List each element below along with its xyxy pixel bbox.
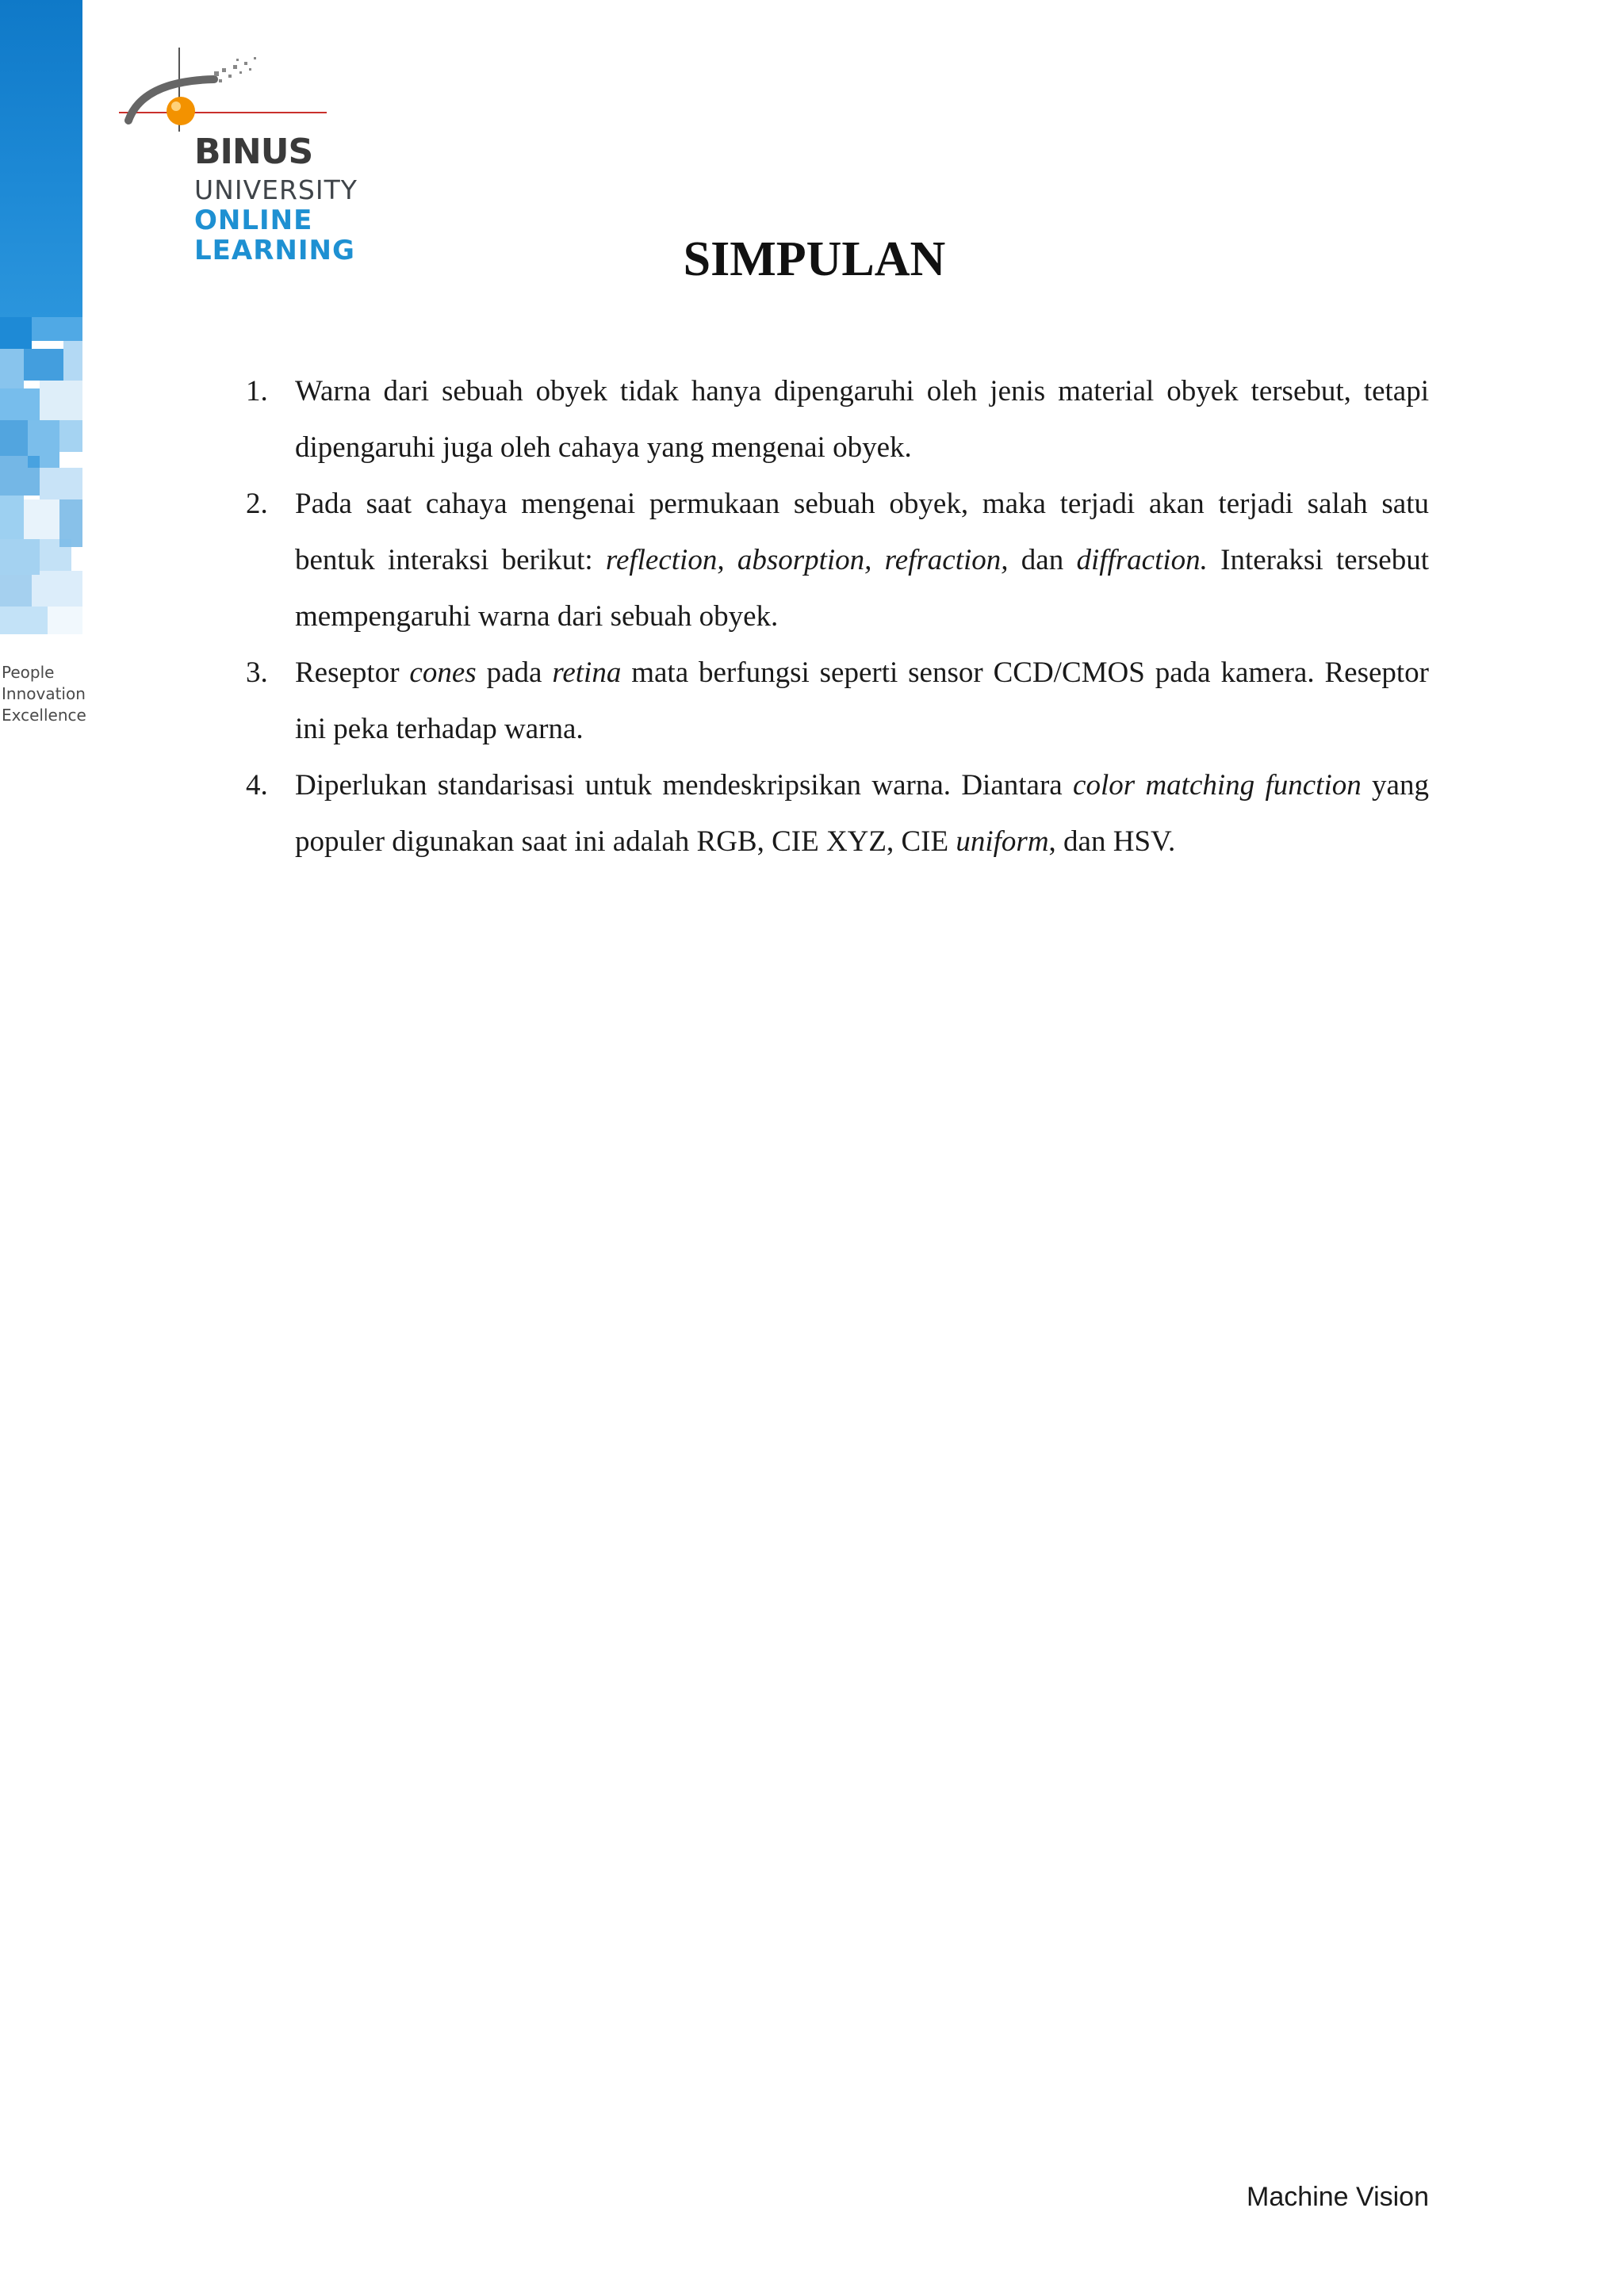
list-item-text: pada	[476, 656, 553, 689]
italic-term: retina	[552, 656, 622, 689]
italic-term: diffraction.	[1076, 544, 1208, 576]
conclusion-list-container	[238, 363, 1429, 870]
logo-binus: BINUS	[194, 132, 313, 172]
tagline-excellence: Excellence	[2, 706, 86, 725]
list-item-text: Pada saat cahaya mengenai permukaan sebuah obyek, maka terjadi akan terjadi salah satu bentuk interaksi berikut:	[295, 488, 1429, 576]
list-item	[238, 645, 1429, 757]
list-item-number: 2.	[246, 488, 268, 520]
binus-logo-mark	[119, 48, 357, 135]
list-item-text: dan	[1008, 544, 1077, 576]
list-item-number: 1.	[246, 375, 268, 408]
list-item	[238, 476, 1429, 645]
list-item-number: 4.	[246, 769, 268, 802]
list-item-text: Warna dari sebuah obyek tidak hanya dipengaruhi oleh jenis material obyek tersebut, tetapi dipengaruhi juga oleh cahaya yang mengenai obyek.	[295, 375, 1429, 464]
list-item-text: yang populer digunakan saat ini adalah RGB, CIE XYZ, CIE	[295, 769, 1429, 858]
list-item-text: Reseptor	[295, 656, 410, 689]
italic-term: reflection, absorption, refraction,	[605, 544, 1009, 576]
tagline-innovation: Innovation	[2, 684, 86, 703]
italic-term: uniform	[956, 825, 1049, 858]
italic-term: color matching function	[1073, 769, 1362, 802]
conclusion-list	[238, 363, 1429, 870]
logo-online: ONLINE	[194, 205, 313, 236]
list-item	[238, 363, 1429, 476]
tagline	[2, 662, 105, 726]
logo-learning: LEARNING	[194, 235, 355, 266]
list-item-text: Interaksi tersebut mempengaruhi warna dari sebuah obyek.	[295, 544, 1429, 633]
list-item-text: mata berfungsi seperti sensor CCD/CMOS pada kamera. Reseptor ini peka terhadap warna.	[295, 656, 1429, 745]
page-title: SIMPULAN	[683, 232, 946, 286]
tagline-people: People	[2, 663, 55, 682]
logo-university: UNIVERSITY	[194, 174, 358, 205]
list-item-text: , dan HSV.	[1048, 825, 1176, 858]
list-item-number: 3.	[246, 656, 268, 689]
list-item	[238, 757, 1429, 870]
side-decoration-band	[0, 0, 82, 634]
italic-term: cones	[409, 656, 477, 689]
list-item-text: Diperlukan standarisasi untuk mendeskripsikan warna. Diantara	[295, 769, 1074, 802]
footer-course-name: Machine Vision	[1247, 2182, 1429, 2212]
